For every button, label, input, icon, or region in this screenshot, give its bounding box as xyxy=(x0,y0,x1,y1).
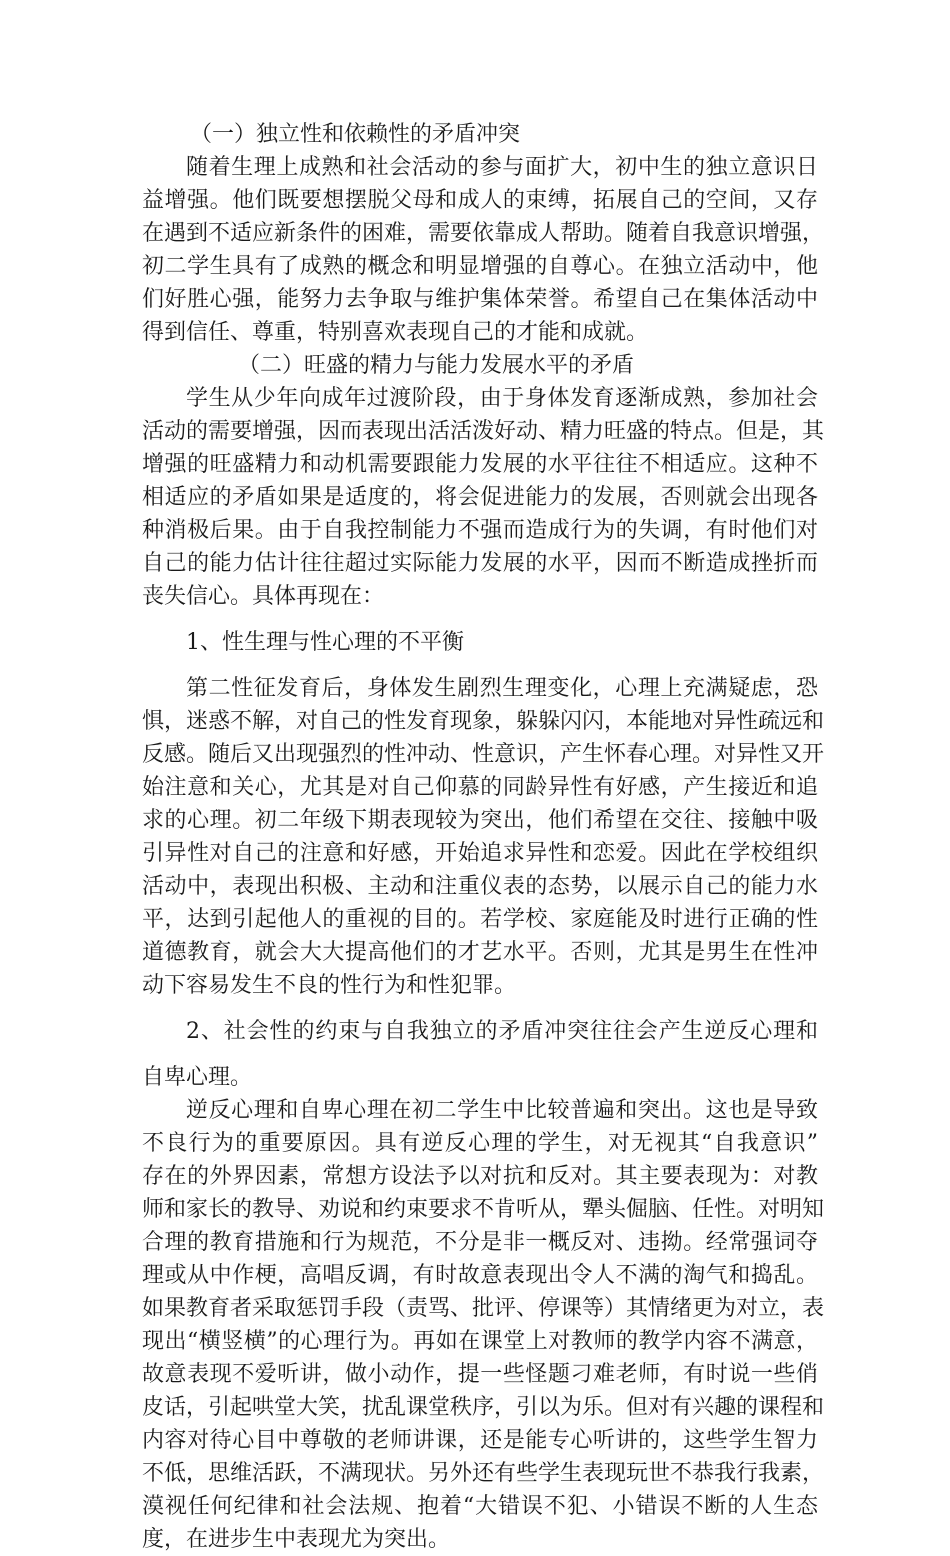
text-line: 反感。随后又出现强烈的性冲动、性意识，产生怀春心理。对异性又开 xyxy=(142,742,825,767)
text-line: 不良行为的重要原因。具有逆反心理的学生，对无视其“自我意识” xyxy=(142,1131,818,1156)
text-line: 逆反心理和自卑心理在初二学生中比较普遍和突出。这也是导致 xyxy=(186,1098,818,1123)
text-line: 种消极后果。由于自我控制能力不强而造成行为的失调，有时他们对 xyxy=(142,518,818,543)
text-line: 得到信任、尊重，特别喜欢表现自己的才能和成就。 xyxy=(142,320,649,345)
text-line: 皮话，引起哄堂大笑，扰乱课堂秩序，引以为乐。但对有兴趣的课程和 xyxy=(142,1395,825,1420)
section-2-heading: （二）旺盛的精力与能力发展水平的矛盾 xyxy=(238,353,635,378)
text-line: 们好胜心强，能努力去争取与维护集体荣誉。希望自己在集体活动中 xyxy=(142,287,818,312)
text-line: 活动中，表现出积极、主动和注重仪表的态势，以展示自己的能力水 xyxy=(142,874,818,899)
text-line: 漠视任何纪律和社会法规、抱着“大错误不犯、小错误不断的人生态 xyxy=(142,1494,818,1519)
text-line: 惧，迷惑不解，对自己的性发育现象，躲躲闪闪，本能地对异性疏远和 xyxy=(142,709,825,734)
text-line: 随着生理上成熟和社会活动的参与面扩大，初中生的独立意识日 xyxy=(186,155,818,180)
point-2-heading: 2、社会性的约束与自我独立的矛盾冲突往往会产生逆反心理和 xyxy=(186,1019,818,1044)
point-2-paragraph xyxy=(142,1094,825,1556)
text-line: 动下容易发生不良的性行为和性犯罪。 xyxy=(142,973,517,998)
text-line: 求的心理。初二年级下期表现较为突出，他们希望在交往、接触中吸 xyxy=(142,808,818,833)
section-1-heading: （一）独立性和依赖性的矛盾冲突 xyxy=(190,122,521,147)
text-line: 平，达到引起他人的重视的目的。若学校、家庭能及时进行正确的性 xyxy=(142,907,818,932)
section-1-paragraph xyxy=(142,151,825,349)
text-line: 自己的能力估计往往超过实际能力发展的水平，因而不断造成挫折而 xyxy=(142,551,818,576)
text-line: 现出“横竖横”的心理行为。再如在课堂上对教师的教学内容不满意， xyxy=(142,1329,818,1354)
text-line: 相适应的矛盾如果是适度的，将会促进能力的发展，否则就会出现各 xyxy=(142,485,818,510)
text-line: 如果教育者采取惩罚手段（责骂、批评、停课等）其情绪更为对立，表 xyxy=(142,1296,825,1321)
text-line: 丧失信心。具体再现在： xyxy=(142,584,385,609)
text-line: 度，在进步生中表现尤为突出。 xyxy=(142,1527,451,1552)
point-2-heading-continued: 自卑心理。 xyxy=(142,1065,253,1090)
text-line: 益增强。他们既要想摆脱父母和成人的束缚，拓展自己的空间，又存 xyxy=(142,188,818,213)
text-line: 第二性征发育后，身体发生剧烈生理变化，心理上充满疑虑，恐 xyxy=(186,676,818,701)
text-line: 理或从中作梗，高唱反调，有时故意表现出令人不满的淘气和捣乱。 xyxy=(142,1263,818,1288)
text-line: 故意表现不爱听讲，做小动作，提一些怪题刁难老师，有时说一些俏 xyxy=(142,1362,818,1387)
point-1-paragraph xyxy=(142,672,825,1002)
text-line: 在遇到不适应新条件的困难，需要依靠成人帮助。随着自我意识增强， xyxy=(142,221,825,246)
text-line: 始注意和关心，尤其是对自己仰慕的同龄异性有好感，产生接近和追 xyxy=(142,775,818,800)
section-2-paragraph xyxy=(142,382,825,613)
document-page xyxy=(142,118,825,1556)
text-line: 不低，思维活跃，不满现状。另外还有些学生表现玩世不恭我行我素， xyxy=(142,1461,825,1486)
point-1-heading: 1、性生理与性心理的不平衡 xyxy=(186,630,464,655)
text-line: 初二学生具有了成熟的概念和明显增强的自尊心。在独立活动中，他 xyxy=(142,254,818,279)
text-line: 引异性对自己的注意和好感，开始追求异性和恋爱。因此在学校组织 xyxy=(142,841,818,866)
text-line: 道德教育，就会大大提高他们的才艺水平。否则，尤其是男生在性冲 xyxy=(142,940,818,965)
text-line: 合理的教育措施和行为规范，不分是非一概反对、违拗。经常强词夺 xyxy=(142,1230,818,1255)
text-line: 增强的旺盛精力和动机需要跟能力发展的水平往往不相适应。这种不 xyxy=(142,452,818,477)
text-line: 师和家长的教导、劝说和约束要求不肯听从，犟头倔脑、任性。对明知 xyxy=(142,1197,825,1222)
text-line: 内容对待心目中尊敬的老师讲课，还是能专心听讲的，这些学生智力 xyxy=(142,1428,818,1453)
text-line: 学生从少年向成年过渡阶段，由于身体发育逐渐成熟，参加社会 xyxy=(186,386,818,411)
text-line: 活动的需要增强，因而表现出活活泼好动、精力旺盛的特点。但是，其 xyxy=(142,419,825,444)
text-line: 存在的外界因素，常想方设法予以对抗和反对。其主要表现为：对教 xyxy=(142,1164,818,1189)
